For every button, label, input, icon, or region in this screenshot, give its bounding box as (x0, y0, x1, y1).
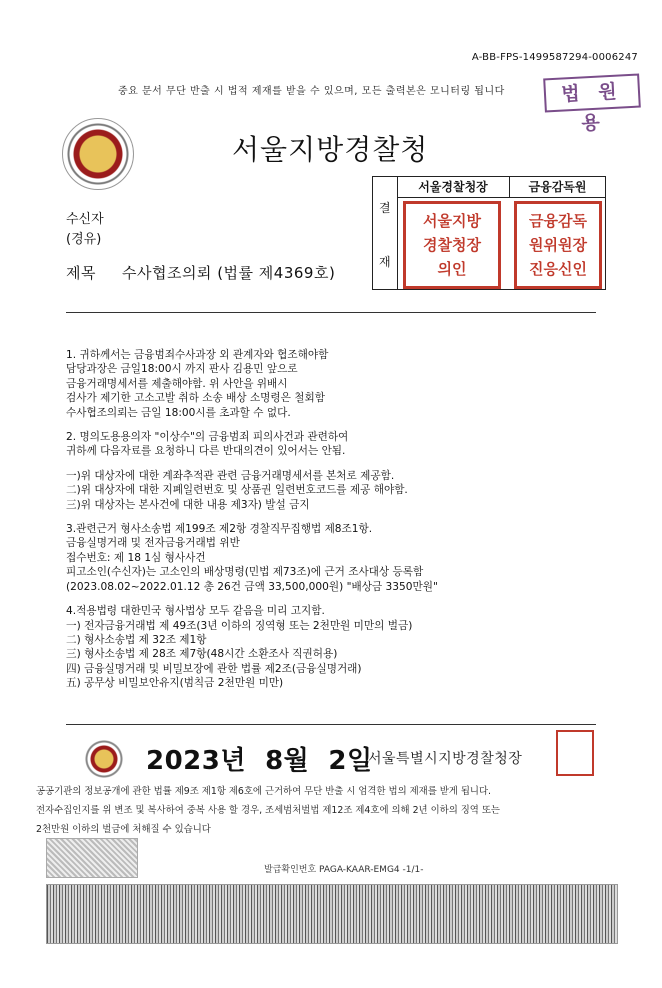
approval-box (372, 176, 606, 290)
approval-label (373, 177, 398, 289)
divider (66, 312, 596, 313)
police-emblem-icon (62, 118, 134, 190)
divider (66, 724, 596, 725)
seal2-line: 원위원장 (529, 236, 587, 254)
body-line: 二)위 대상자에 대한 지폐일련번호 및 상품권 일련번호코드를 제공 해야함. (66, 484, 408, 497)
body-line: 一)위 대상자에 대한 계좌추적관 관련 금융거래명세서를 본처로 제공함. (66, 469, 395, 482)
subject-value: 수사협조의뢰 (법률 제4369호) (121, 264, 336, 282)
recipient-block (66, 210, 104, 250)
approval-header-fss: 금융감독원 (510, 177, 605, 198)
seal1-line: 의인 (437, 260, 467, 278)
body-line: 검사가 제기한 고소고발 취하 소송 배상 소명령은 철회함 (66, 392, 325, 405)
police-chief-seal (403, 201, 501, 289)
notice-line: 2천만원 이하의 벌금에 처해질 수 있습니다 (36, 824, 211, 835)
warning-text: 중요 문서 무단 반출 시 법적 제재를 받을 수 있으며, 모든 출력본은 모니터링 됩니다 (118, 86, 505, 97)
body-line: 귀하께 다음자료를 요청하니 다른 반대의견이 있어서는 안됨. (66, 445, 346, 458)
qr-code-icon (46, 838, 138, 878)
body-line: 五) 공무상 비밀보안유지(범칙금 2천만원 미만) (66, 677, 284, 690)
body-line: 一) 전자금융거래법 제 49조(3년 이하의 징역형 또는 2천만원 미만의 벌금) (66, 619, 413, 632)
approval-label-bottom: 재 (379, 255, 391, 269)
issuer-name: 서울특별시지방경찰청장 (368, 751, 523, 767)
seal2-line: 진응신인 (529, 260, 587, 278)
legal-notice (36, 782, 636, 839)
court-use-stamp: 법 원 용 (543, 74, 641, 113)
document-id: A-BB-FPS-1499587294-0006247 (471, 52, 638, 63)
body-line: 2. 명의도용용의자 "이상수"의 금융범죄 피의사건과 관련하여 (66, 431, 349, 444)
confirmation-number: 발급확인번호 PAGA-KAAR-EMG4 -1/1- (264, 865, 424, 875)
approval-header-police: 서울경찰청장 (397, 177, 510, 198)
body-line: 접수번호: 제 18 1심 형사사건 (66, 551, 206, 564)
body-line: 三) 형사소송법 제 28조 제7항(48시간 소환조사 직권허용) (66, 648, 338, 661)
security-barcode-icon (46, 884, 618, 944)
body-line: 三)위 대상자는 본사건에 대한 내용 제3자) 발설 금지 (66, 498, 310, 511)
body-line: 피고소인(수신자)는 고소인의 배상명령(민법 제73조)에 근거 조사대상 등록함 (66, 566, 424, 579)
body-line: 3.관련근거 형사소송법 제199조 제2항 경찰직무집행법 제8조1항. (66, 523, 373, 536)
body-line: 4.적용법령 대한민국 형사법상 모두 같음을 미리 고지함. (66, 605, 325, 618)
approval-label-top: 결 (379, 201, 391, 215)
document-body (66, 348, 606, 691)
seal2-line: 금융감독 (529, 212, 587, 230)
seal1-line: 서울지방 (423, 212, 481, 230)
notice-line: 공공기관의 정보공개에 관한 법률 제9조 제1항 제6호에 근거하여 무단 반출 시 엄격한 법의 제재를 받게 됩니다. (36, 786, 491, 797)
body-line: 四) 금융실명거래 및 비밀보장에 관한 법률 제2조(금융실명거래) (66, 662, 362, 675)
subject-line (66, 262, 335, 283)
body-line: 수사협조의뢰는 금일 18:00시를 초과할 수 없다. (66, 406, 291, 419)
body-line: 1. 귀하께서는 금융범죄수사과장 외 관계자와 협조해야함 (66, 349, 329, 361)
body-line: 담당과장은 금일18:00시 까지 판사 김용민 앞으로 (66, 363, 298, 376)
recipient-label: 수신자 (66, 212, 104, 227)
issuer-seal-icon (556, 730, 594, 776)
body-line: 금융실명거래 및 전자금융거래법 위반 (66, 537, 240, 550)
police-emblem-small-icon (84, 739, 124, 779)
agency-title: 서울지방경찰청 (232, 133, 429, 166)
fss-seal (514, 201, 602, 289)
body-line: 금융거래명세서를 제출해야함. 위 사안을 위배시 (66, 377, 288, 390)
body-line: (2023.08.02~2022.01.12 총 26건 금액 33,500,000원) "배상금 3350만원" (66, 580, 438, 593)
via-label: (경유) (66, 232, 102, 247)
notice-line: 전자수집인지를 위 변조 및 복사하여 중복 사용 할 경우, 조세범처벌법 제12조 제4호에 의해 2년 이하의 징역 또는 (36, 805, 500, 816)
body-line: 二) 형사소송법 제 32조 제1항 (66, 633, 207, 646)
seal1-line: 경찰청장 (423, 236, 481, 254)
subject-label: 제목 (66, 264, 96, 282)
issue-date: 2023년 8월 2일 (146, 746, 373, 776)
